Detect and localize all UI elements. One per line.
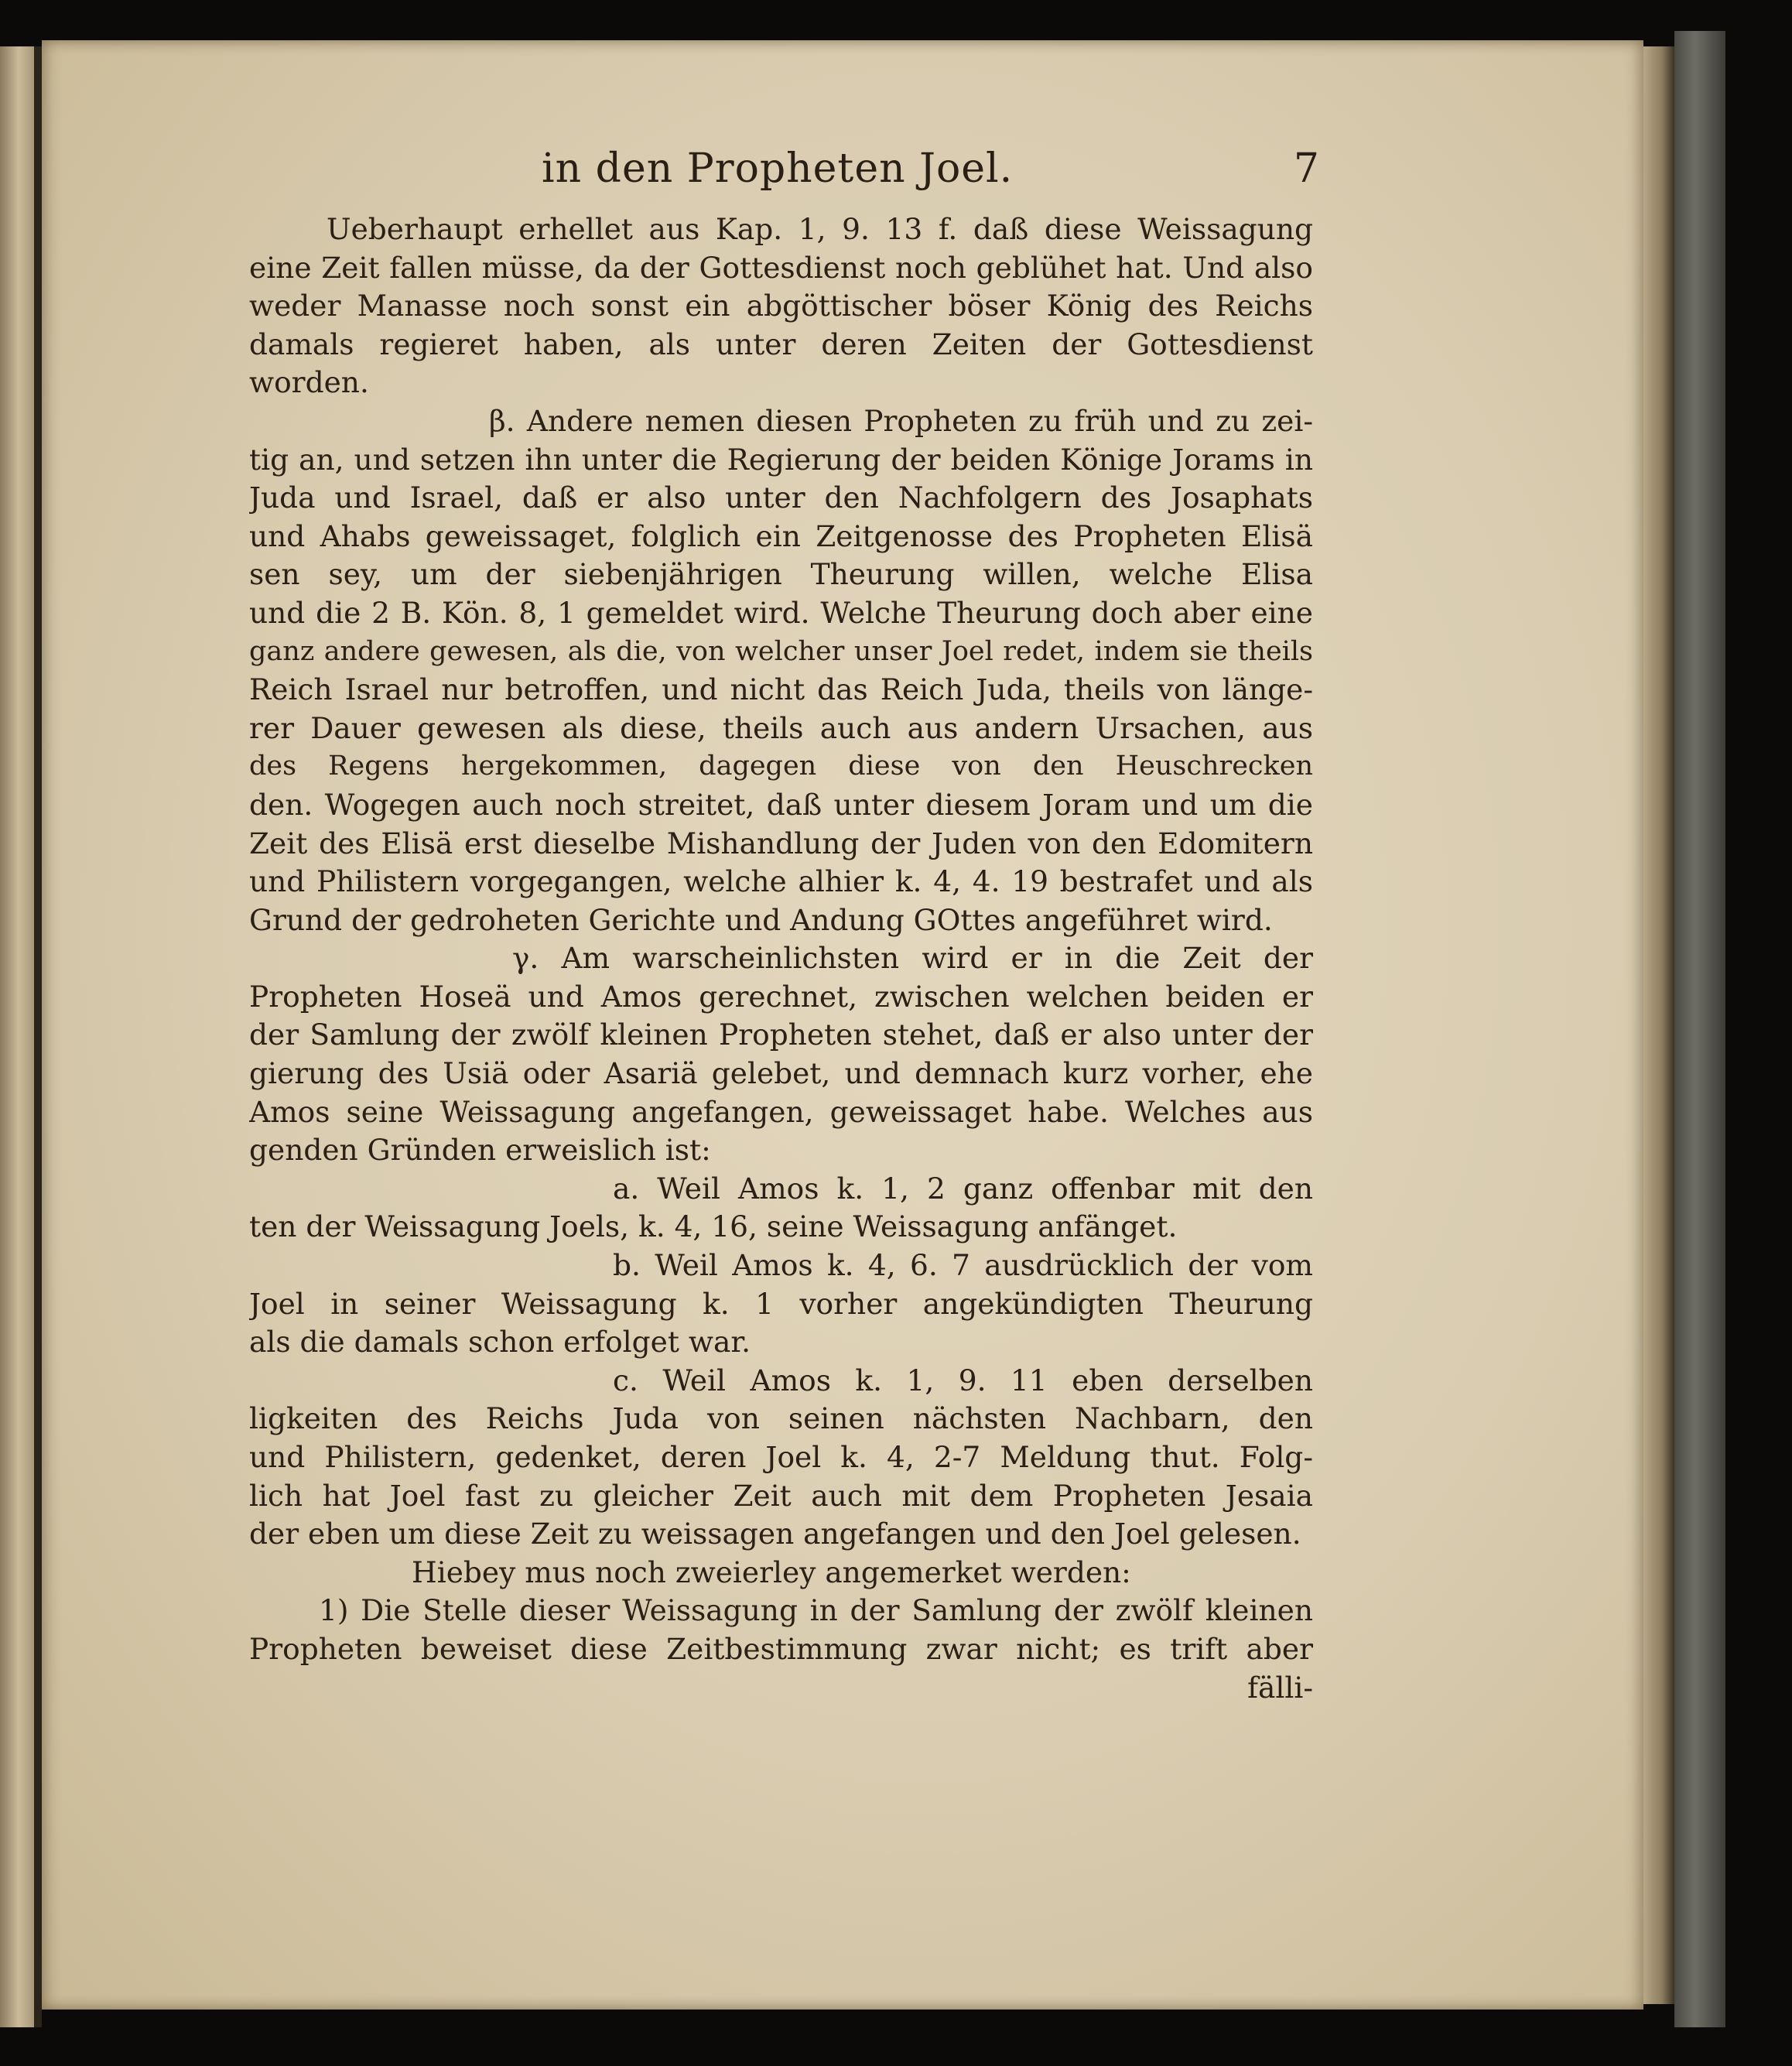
text-line: Ueberhaupt erhellet aus Kap. 1, 9. 13 f. daß diese Weissagung — [327, 212, 1313, 246]
book-cover-edge — [1674, 31, 1725, 2027]
text-line: γ. Am warscheinlichsten wird er in die Zeit der — [512, 941, 1313, 976]
text-line: damals regieret haben, als unter deren Zeiten der Gottesdienst — [249, 327, 1313, 361]
text-line: Hiebey mus noch zweierley angemerket werden: — [412, 1555, 1131, 1589]
text-line: Grund der gedroheten Gerichte und Andung GOttes angeführet wird. — [249, 902, 1273, 937]
text-line: β. Andere nemen diesen Propheten zu früh und zu zei- — [489, 403, 1313, 438]
page-header — [542, 145, 1319, 200]
text-line: rer Dauer gewesen als diese, theils auch aus andern Ursachen, aus — [249, 710, 1313, 745]
text-line: ligkeiten des Reichs Juda von seinen nächsten Nachbarn, den — [249, 1401, 1313, 1436]
text-line: und Philistern vorgegangen, welche alhier k. 4, 4. 19 bestrafet und als — [249, 864, 1313, 899]
text-line: Propheten Hoseä und Amos gerechnet, zwischen welchen beiden er — [249, 979, 1313, 1014]
text-line: genden Gründen erweislich ist: — [249, 1133, 711, 1168]
text-line: weder Manasse noch sonst ein abgöttischer böser König des Reichs — [249, 289, 1313, 323]
book-gutter — [34, 46, 42, 2027]
text-line: Amos seine Weissagung angefangen, geweissaget habe. Welches aus — [249, 1094, 1313, 1129]
text-line: Propheten beweiset diese Zeitbestimmung zwar nicht; es trift aber — [249, 1631, 1313, 1666]
text-line: worden. — [249, 365, 369, 400]
text-line: Zeit des Elisä erst dieselbe Mishandlung der Juden von den Edomitern — [249, 826, 1313, 860]
text-line: ganz andere gewesen, als die, von welcher unser Joel redet, indem sie theils — [249, 635, 1313, 667]
text-line: Juda und Israel, daß er also unter den Nachfolgern des Josaphats — [249, 481, 1313, 515]
left-page-edge — [0, 46, 34, 2027]
text-line: gierung des Usiä oder Asariä gelebet, und demnach kurz vorher, ehe — [249, 1056, 1313, 1091]
text-line: a. Weil Amos k. 1, 2 ganz offenbar mit den — [613, 1171, 1313, 1206]
text-line: und Philistern, gedenket, deren Joel k. 4, 2-7 Meldung thut. Folg- — [249, 1440, 1313, 1474]
text-line: und die 2 B. Kön. 8, 1 gemeldet wird. Welche Theurung doch aber eine — [249, 595, 1313, 630]
text-line: tig an, und setzen ihn unter die Regierung der beiden Könige Jorams in — [249, 442, 1313, 477]
text-line: c. Weil Amos k. 1, 9. 11 eben derselben — [613, 1363, 1313, 1397]
page-number: 7 — [1293, 145, 1319, 192]
page-stack-edge — [1643, 46, 1674, 2004]
text-line: als die damals schon erfolget war. — [249, 1325, 751, 1360]
text-line: sen sey, um der siebenjährigen Theurung willen, welche Elisa — [249, 557, 1313, 592]
text-line: eine Zeit fallen müsse, da der Gottesdienst noch geblühet hat. Und also — [249, 250, 1313, 285]
text-line: Reich Israel nur betroffen, und nicht das Reich Juda, theils von länge- — [249, 672, 1313, 707]
page-body-text — [249, 210, 1313, 1707]
text-line: den. Wogegen auch noch streitet, daß unter diesem Joram und um die — [249, 787, 1313, 822]
text-line: des Regens hergekommen, dagegen diese von den Heuschrecken — [249, 751, 1313, 782]
text-line: b. Weil Amos k. 4, 6. 7 ausdrücklich der vom — [613, 1248, 1313, 1283]
running-head: in den Propheten Joel. — [542, 145, 1014, 192]
text-line: Joel in seiner Weissagung k. 1 vorher angekündigten Theurung — [249, 1286, 1313, 1321]
text-line: der Samlung der zwölf kleinen Propheten stehet, daß er also unter der — [249, 1018, 1313, 1052]
text-line: ten der Weissagung Joels, k. 4, 16, seine Weissagung anfänget. — [249, 1209, 1178, 1244]
text-line: lich hat Joel fast zu gleicher Zeit auch mit dem Propheten Jesaia — [249, 1478, 1313, 1513]
text-line: und Ahabs geweissaget, folglich ein Zeitgenosse des Propheten Elisä — [249, 518, 1313, 553]
text-line: 1) Die Stelle dieser Weissagung in der Samlung der zwölf kleinen — [319, 1593, 1313, 1628]
text-line: fälli- — [1247, 1670, 1313, 1705]
text-line: der eben um diese Zeit zu weissagen angefangen und den Joel gelesen. — [249, 1517, 1301, 1551]
